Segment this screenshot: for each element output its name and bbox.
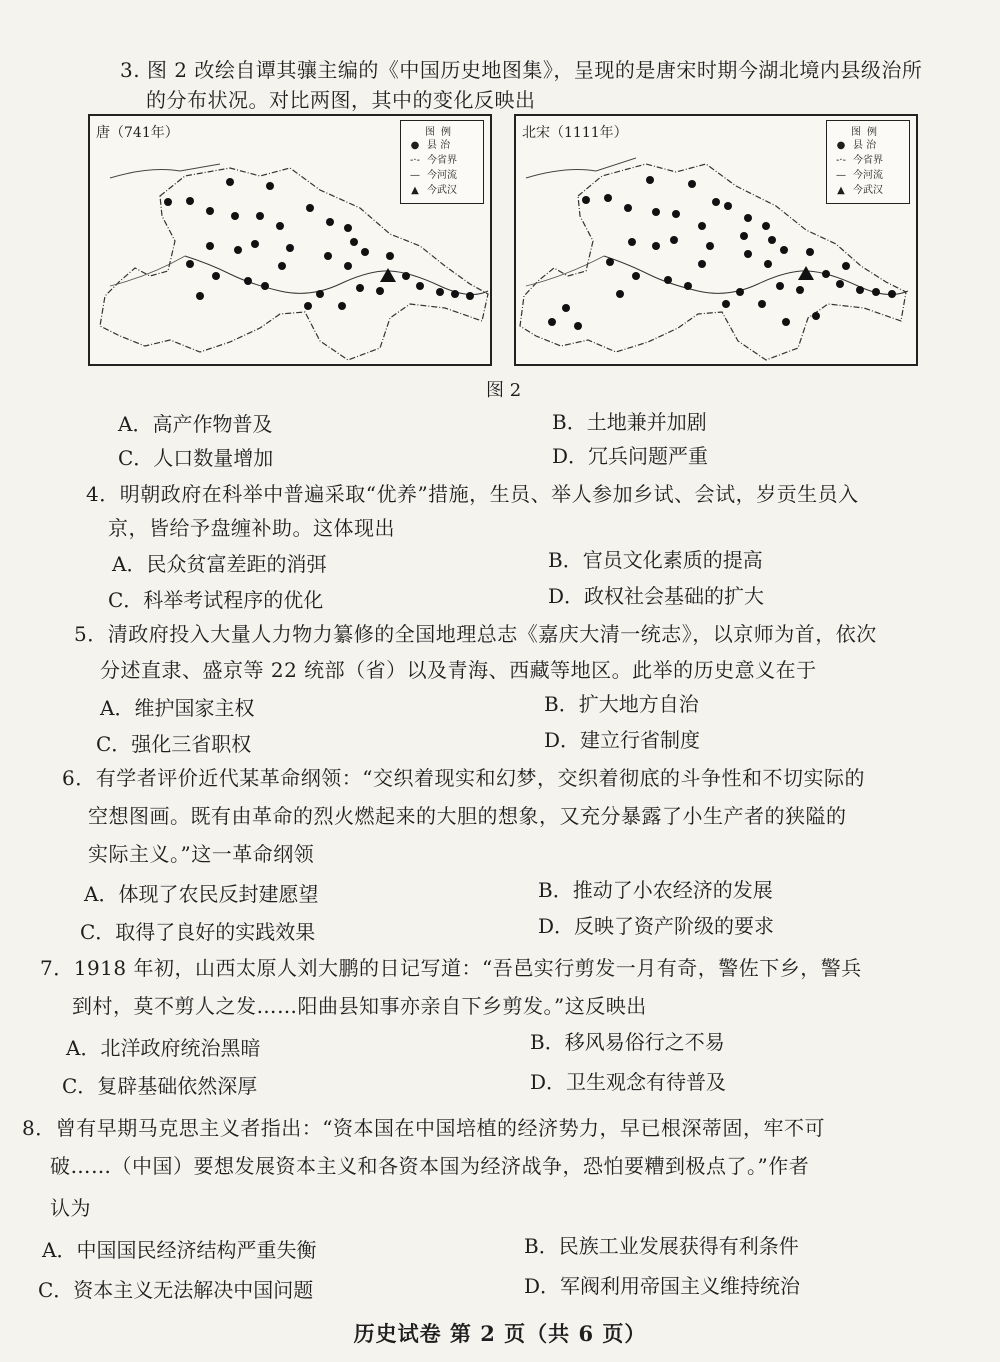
q3-option-a[interactable]: A．高产作物普及 xyxy=(118,412,273,436)
q6-option-c[interactable]: C．取得了良好的实践效果 xyxy=(80,920,316,944)
q7-stem-line1: 7．1918 年初，山西太原人刘大鹏的日记写道：“吾邑实行剪发一月有奇，警佐下乡，警兵 xyxy=(40,956,862,980)
legend-wuhan: 今武汉 xyxy=(853,185,883,196)
page-footer: 历史试卷 第 2 页（共 6 页） xyxy=(353,1321,647,1346)
county-dot-icon: ● xyxy=(410,140,420,151)
q4-option-b[interactable]: B．官员文化素质的提高 xyxy=(548,548,763,572)
q5-option-d[interactable]: D．建立行省制度 xyxy=(544,728,701,752)
q6-option-d[interactable]: D．反映了资产阶级的要求 xyxy=(538,914,775,938)
province-border-icon: -·- xyxy=(836,155,846,166)
q7-option-c[interactable]: C．复辟基础依然深厚 xyxy=(62,1074,258,1098)
figure-2-maps xyxy=(88,114,910,368)
q6-option-b[interactable]: B．推动了小农经济的发展 xyxy=(538,878,773,902)
q8-option-a[interactable]: A．中国国民经济结构严重失衡 xyxy=(42,1238,317,1262)
wuhan-triangle-icon: ▲ xyxy=(837,185,845,196)
q6-stem-line1: 6．有学者评价近代某革命纲领：“交织着现实和幻梦，交织着彻底的斗争性和不切实际的 xyxy=(62,766,865,790)
q7-stem-line2: 到村，莫不剪人之发……阳曲县知事亦亲自下乡剪发。”这反映出 xyxy=(72,994,647,1018)
map-song-legend xyxy=(826,120,910,204)
q8-stem-line3: 认为 xyxy=(50,1196,91,1220)
legend-title: 图例 xyxy=(425,127,457,138)
q6-stem-line2: 空想图画。既有由革命的烈火燃起来的大胆的想象，又充分暴露了小生产者的狭隘的 xyxy=(88,804,847,828)
legend-county: 县 治 xyxy=(427,140,451,151)
q8-stem-line2: 破……（中国）要想发展资本主义和各资本国为经济战争，恐怕要糟到极点了。”作者 xyxy=(50,1154,810,1178)
wuhan-triangle-icon: ▲ xyxy=(411,185,419,196)
legend-river: 今河流 xyxy=(427,170,457,181)
legend-county: 县 治 xyxy=(853,140,877,151)
q7-option-d[interactable]: D．卫生观念有待普及 xyxy=(530,1070,727,1094)
q3-stem-line2: 的分布状况。对比两图，其中的变化反映出 xyxy=(146,88,536,112)
q7-option-b[interactable]: B．移风易俗行之不易 xyxy=(530,1030,725,1054)
legend-title: 图例 xyxy=(851,127,883,138)
q4-stem-line2: 京，皆给予盘缠补助。这体现出 xyxy=(108,516,395,540)
river-line-icon: — xyxy=(410,170,420,181)
q5-stem-line2: 分述直隶、盛京等 22 统部（省）以及青海、西藏等地区。此举的历史意义在于 xyxy=(100,658,817,682)
figure-2-caption: 图 2 xyxy=(486,380,522,401)
q5-option-b[interactable]: B．扩大地方自治 xyxy=(544,692,699,716)
legend-wuhan: 今武汉 xyxy=(427,185,457,196)
q6-option-a[interactable]: A．体现了农民反封建愿望 xyxy=(84,882,319,906)
river-line-icon: — xyxy=(836,170,846,181)
legend-river: 今河流 xyxy=(853,170,883,181)
q4-option-a[interactable]: A．民众贫富差距的消弭 xyxy=(112,552,327,576)
map-song xyxy=(514,114,918,366)
q3-option-c[interactable]: C．人口数量增加 xyxy=(118,446,274,470)
q4-option-c[interactable]: C．科举考试程序的优化 xyxy=(108,588,324,612)
q4-stem-line1: 4．明朝政府在科举中普遍采取“优养”措施，生员、举人参加乡试、会试，岁贡生员入 xyxy=(86,482,859,506)
q4-option-d[interactable]: D．政权社会基础的扩大 xyxy=(548,584,765,608)
q8-option-d[interactable]: D．军阀利用帝国主义维持统治 xyxy=(524,1274,801,1298)
legend-province: 今省界 xyxy=(853,155,883,166)
legend-province: 今省界 xyxy=(427,155,457,166)
q5-option-a[interactable]: A．维护国家主权 xyxy=(100,696,255,720)
q6-stem-line3: 实际主义。”这一革命纲领 xyxy=(88,842,315,866)
q3-option-b[interactable]: B．土地兼并加剧 xyxy=(552,410,707,434)
map-tang xyxy=(88,114,492,366)
q5-option-c[interactable]: C．强化三省职权 xyxy=(96,732,252,756)
province-border-icon: -·- xyxy=(410,155,420,166)
q8-option-c[interactable]: C．资本主义无法解决中国问题 xyxy=(38,1278,314,1302)
q7-option-a[interactable]: A．北洋政府统治黑暗 xyxy=(66,1036,261,1060)
q5-stem-line1: 5．清政府投入大量人力物力纂修的全国地理总志《嘉庆大清一统志》，以京师为首，依次 xyxy=(74,622,877,646)
map-tang-legend xyxy=(400,120,484,204)
q8-option-b[interactable]: B．民族工业发展获得有利条件 xyxy=(524,1234,799,1258)
map-tang-title: 唐（741年） xyxy=(96,125,179,141)
q3-stem-line1: 3. 图 2 改绘自谭其骧主编的《中国历史地图集》，呈现的是唐宋时期今湖北境内县级治所 xyxy=(120,58,923,82)
q8-stem-line1: 8．曾有早期马克思主义者指出：“资本国在中国培植的经济势力，早已根深蒂固，牢不可 xyxy=(22,1116,825,1140)
map-song-title: 北宋（1111年） xyxy=(522,125,628,141)
q3-option-d[interactable]: D．冗兵问题严重 xyxy=(552,444,709,468)
county-dot-icon: ● xyxy=(836,140,846,151)
